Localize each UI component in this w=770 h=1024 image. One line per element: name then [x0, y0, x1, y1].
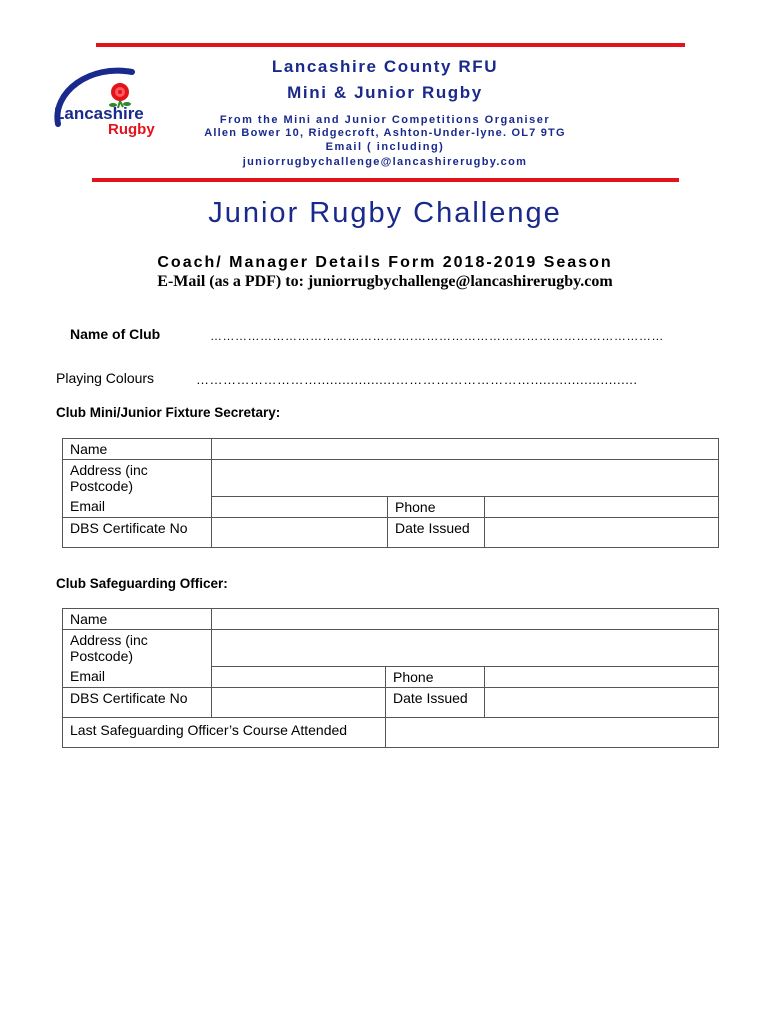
- club-name-label: Name of Club: [70, 326, 161, 342]
- fixture-email-label: Email: [63, 496, 212, 517]
- fixture-dbs-label: DBS Certificate No: [63, 517, 212, 547]
- fixture-secretary-heading: Club Mini/Junior Fixture Secretary:: [56, 405, 281, 420]
- email-instruction: E-Mail (as a PDF) to: juniorrugbychallenge@lancashirerugby.com: [157, 273, 613, 290]
- header-top-rule: [96, 43, 685, 47]
- fixture-secretary-table: [62, 438, 719, 548]
- fixture-name-label: Name: [63, 439, 212, 460]
- header-organisation: Lancashire County RFU: [271, 57, 499, 76]
- header-email-label: Email ( including): [325, 141, 445, 153]
- safeguarding-name-input[interactable]: [212, 609, 719, 630]
- header-division: Mini & Junior Rugby: [287, 83, 483, 102]
- safeguarding-course-input[interactable]: [386, 717, 719, 747]
- header-bottom-rule: [92, 178, 679, 182]
- safeguarding-officer-table: [62, 608, 719, 748]
- fixture-phone-label: Phone: [388, 496, 485, 517]
- safeguarding-address-label: Address (inc Postcode): [63, 630, 212, 667]
- svg-text:Lancashire: Lancashire: [54, 104, 144, 123]
- header-address: Allen Bower 10, Ridgecroft, Ashton-Under-lyne. OL7 9TG: [204, 127, 566, 139]
- safeguarding-date-issued-label: Date Issued: [386, 687, 485, 717]
- safeguarding-phone-input[interactable]: [485, 666, 719, 687]
- fixture-date-issued-input[interactable]: [485, 517, 719, 547]
- safeguarding-phone-label: Phone: [386, 666, 485, 687]
- safeguarding-dbs-label: DBS Certificate No: [63, 687, 212, 717]
- safeguarding-address-input[interactable]: [212, 630, 719, 667]
- fixture-dbs-input[interactable]: [212, 517, 388, 547]
- page-title: Junior Rugby Challenge: [208, 197, 562, 229]
- safeguarding-course-label: Last Safeguarding Officer’s Course Attended: [63, 717, 386, 747]
- playing-colours-label: Playing Colours: [56, 370, 155, 386]
- fixture-phone-input[interactable]: [485, 496, 719, 517]
- fixture-address-input[interactable]: [212, 460, 719, 497]
- safeguarding-name-label: Name: [63, 609, 212, 630]
- fixture-name-input[interactable]: [212, 439, 719, 460]
- form-subtitle: Coach/ Manager Details Form 2018-2019 Season: [157, 254, 613, 271]
- svg-text:Rugby: Rugby: [108, 121, 155, 138]
- safeguarding-officer-heading: Club Safeguarding Officer:: [56, 576, 228, 591]
- fixture-date-issued-label: Date Issued: [388, 517, 485, 547]
- header-from: From the Mini and Junior Competitions Organiser: [219, 114, 551, 126]
- safeguarding-email-label: Email: [63, 666, 212, 687]
- safeguarding-dbs-input[interactable]: [212, 687, 386, 717]
- logo-swoosh-icon: [50, 62, 160, 142]
- fixture-address-label: Address (inc Postcode): [63, 460, 212, 497]
- lancashire-rugby-logo: [50, 62, 160, 142]
- fixture-email-input[interactable]: [212, 496, 388, 517]
- playing-colours-field[interactable]: ………………………...................…………………………..........................: [196, 372, 638, 387]
- header-email-address: juniorrugbychallenge@lancashirerugby.com: [242, 156, 528, 168]
- club-name-field[interactable]: ………………………………………….……………………………………………………: [210, 329, 664, 343]
- safeguarding-email-input[interactable]: [212, 666, 386, 687]
- safeguarding-date-issued-input[interactable]: [485, 687, 719, 717]
